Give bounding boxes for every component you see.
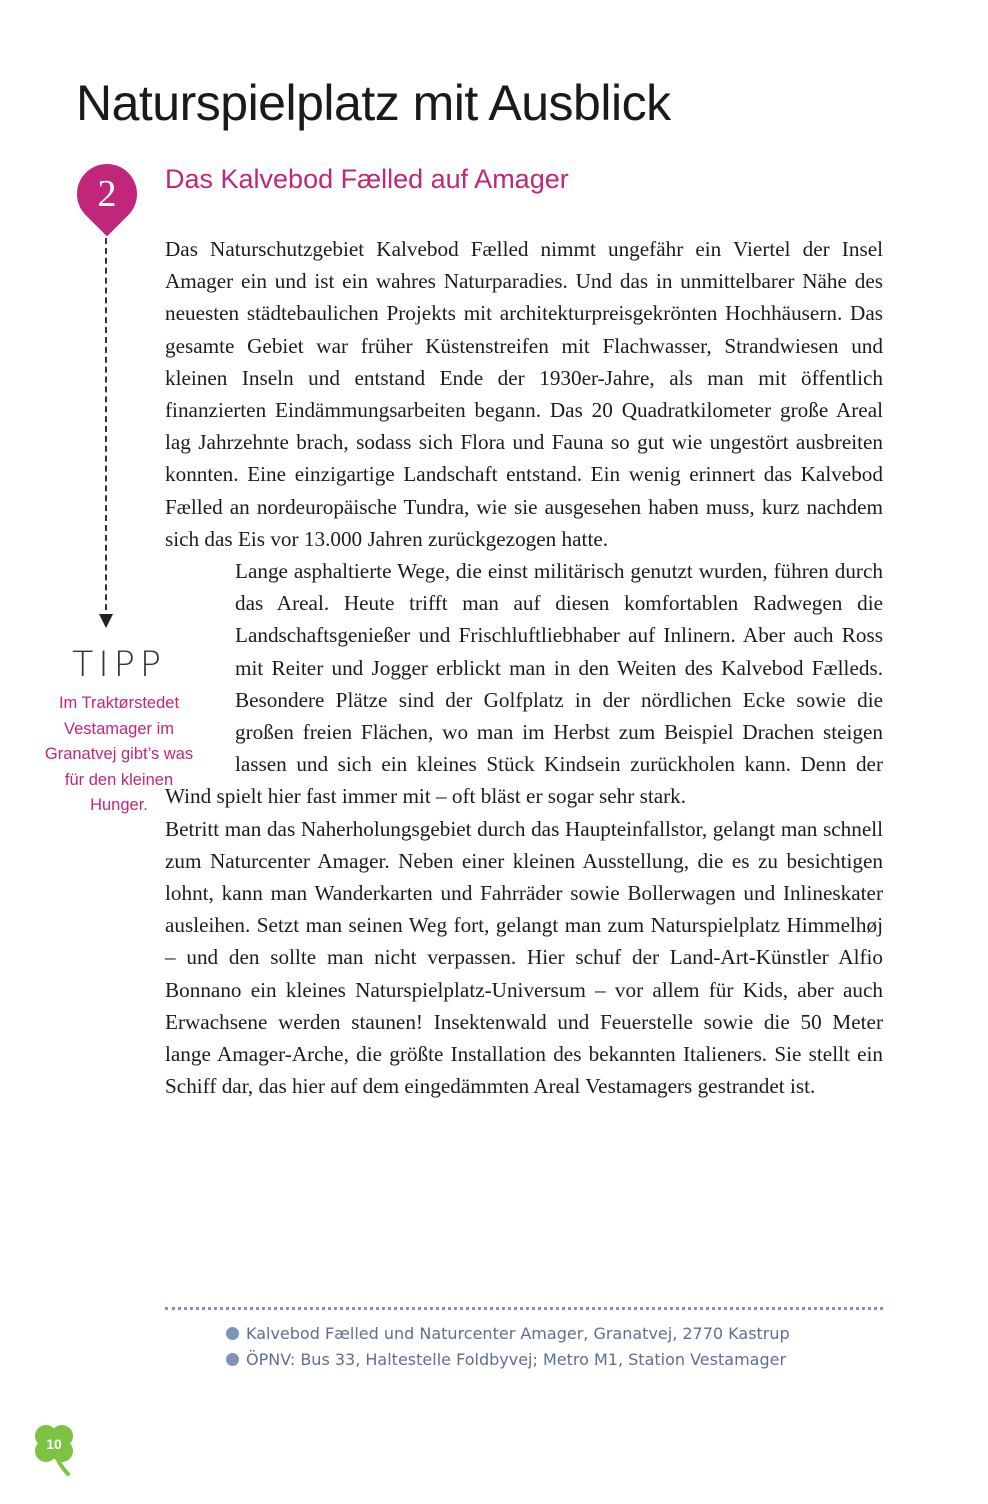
page-number: 10 <box>46 1436 62 1452</box>
article-body <box>165 233 883 1102</box>
info-address-text: Kalvebod Fælled und Naturcenter Amager, Granatvej, 2770 Kastrup <box>246 1324 790 1343</box>
info-transit-text: ÖPNV: Bus 33, Haltestelle Foldbyvej; Metro M1, Station Vestamager <box>246 1350 787 1369</box>
four-leaf-clover-icon <box>32 1420 80 1476</box>
dashed-guide-line <box>105 238 107 620</box>
info-list <box>226 1321 790 1373</box>
tip-heading: TIPP <box>72 645 166 685</box>
page-title: Naturspielplatz mit Ausblick <box>76 75 671 131</box>
paragraph-3: Betritt man das Naherholungsgebiet durch das Haupteinfallstor, gelangt man schnell zum Naturcenter Amager. Neben einer kleinen Ausstellung, die es zu besichtigen lohnt, kann man Wanderkarten und Fahrräder sowie Bollerwagen und Inlineskater ausleihen. Setzt man seinen Weg fort, gelangt man zum Naturspielplatz Himmelhøj – und den sollte man nicht verpassen. Hier schuf der Land-Art-Künstler Alfio Bonnano ein kleines Naturspielplatz-Universum – vor allem für Kids, aber auch Erwachsene werden staunen! Insektenwald und Feuerstelle sowie die 50 Meter lange Amager-Arche, die größte Installation des bekannten Italieners. Sie stellt ein Schiff dar, das hier auf dem eingedämmten Areal Vestamagers gestrandet ist. <box>165 816 883 1099</box>
info-address <box>226 1321 790 1347</box>
bullet-icon <box>226 1353 239 1366</box>
paragraph-1: Das Naturschutzgebiet Kalvebod Fælled nimmt ungefähr ein Viertel der Insel Amager ein und ist ein wahres Naturparadies. Und das in unmittelbarer Nähe des neuesten städtebaulichen Projekts mit architekturpreisgekrönten Hochhäusern. Das gesamte Gebiet war früher Küstenstreifen mit Flachwasser, Strandwiesen und kleinen Inseln und entstand Ende der 1930er-Jahre, als man mit öffentlich finanzierten Eindämmungsarbeiten begann. Das 20 Quadratkilometer große Areal lag Jahrzehnte brach, sodass sich Flora und Fauna so gut wie ungestört ausbreiten konnten. Eine einzigartige Landschaft entstand. Ein wenig erinnert das Kalvebod Fælled an nordeuropäische Tundra, wie sie ausgesehen haben muss, kurz nachdem sich das Eis vor 13.000 Jahren zurückgezogen hatte. <box>165 237 883 551</box>
info-transit <box>226 1347 790 1373</box>
tip-box <box>44 645 194 819</box>
tip-text: Im Traktørstedet Vestamager im Granatvej gibt’s was für den kleinen Hunger. <box>44 694 194 814</box>
dotted-divider <box>165 1307 883 1310</box>
location-number: 2 <box>97 173 117 215</box>
paragraph-2: Lange asphaltierte Wege, die einst militärisch genutzt wurden, führen durch das Areal. Heute trifft man auf diesen komfortablen Radwegen die Landschaftsgenießer und Frischluftliebhaber auf Inlinern. Aber auch Ross mit Reiter und Jogger erblickt man in den Weiten des Kalvebod Fælleds. Besondere Plätze sind der Golfplatz in der nördlichen Ecke sowie die großen freien Flächen, wo man im Herbst zum Beispiel Drachen steigen lassen und sich ein kleines Stück Kindsein zurückholen kann. Denn der Wind spielt hier fast immer mit – oft bläst er sogar sehr stark. <box>165 559 883 809</box>
arrow-down-icon <box>99 614 113 628</box>
section-subtitle: Das Kalvebod Fælled auf Amager <box>165 164 569 194</box>
bullet-icon <box>226 1327 239 1340</box>
